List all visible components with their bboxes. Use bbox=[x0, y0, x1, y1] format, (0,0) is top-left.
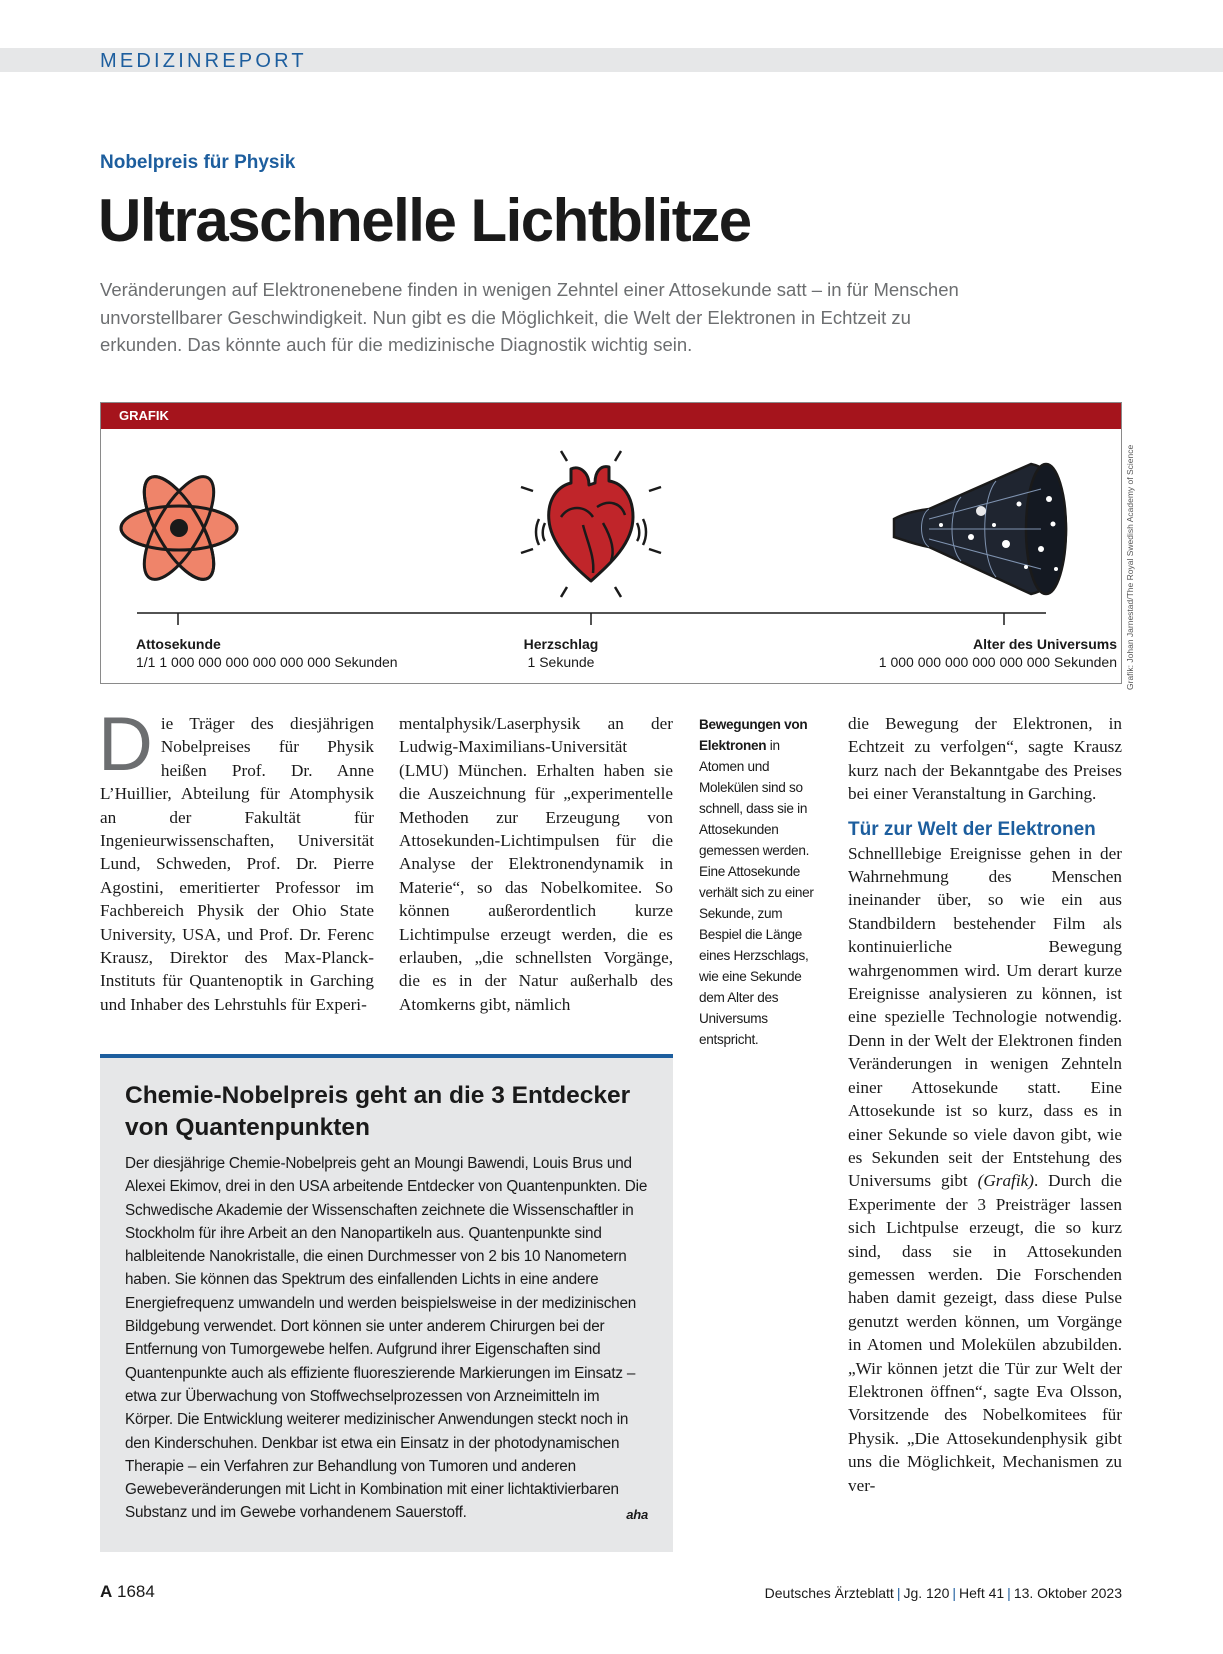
separator: | bbox=[1007, 1585, 1011, 1601]
heart-icon bbox=[521, 451, 661, 597]
margin-note bbox=[699, 714, 827, 1050]
body-column-4 bbox=[848, 712, 1122, 1497]
universe-cone-icon bbox=[894, 464, 1066, 594]
article-lead: Veränderungen auf Elektronenebene finden in wenigen Zehntel einer Attosekunde satt – in für Menschen unvorstellbarer Geschwindigkeit. Nun gibt es die Möglichkeit, die Welt der Elektronen in Echtzeit zu erkunden. Das könnte auch für die medizinische Diagnostik wichtig sein. bbox=[100, 279, 959, 355]
page-number bbox=[100, 1582, 155, 1602]
body-column-2: mentalphysik/Laserphysik an der Ludwig-Maximilians-Universität (LMU) München. Erhalten haben sie die Auszeichnung für „experimentelle Methoden zur Erzeugung von Attosekunden-Lichtimpulsen für die Analyse der Elektronendynamik in Materie“, so das Nobelkomitee. So können außerordentlich kurze Lichtimpulse erzeugt werden, die es erlauben, „die schnellsten Vorgänge, die es in der Natur außerhalb des Atomkerns gibt, nämlich bbox=[399, 714, 673, 1014]
graphic-header: GRAFIK bbox=[101, 403, 1121, 429]
infobox-signature: aha bbox=[626, 1507, 648, 1523]
timescale-graphic bbox=[100, 402, 1122, 684]
body-text-col1: ie Träger des diesjährigen Nobelpreises für Physik heißen Prof. Dr. Anne L’Huillier, Abteilung für Atomphysik an der Fakultät für Ingenieurwissenschaften, Universität Lund, Schweden, Prof. Dr. Pierre Agostini, emeritierter Professor im Fachbereich Physik der Ohio State University, USA, und Prof. Dr. Ferenc Krausz, Direktor des Max-Planck-Instituts für Quantenoptik in Garching und Inhaber des Lehrstuhls für Experi- bbox=[100, 714, 374, 1014]
journal-volume: Jg. 120 bbox=[903, 1585, 950, 1601]
body-paragraph: die Bewegung der Elektronen, in Echtzeit zu verfolgen“, sagte Krausz kurz nach der Bekanntgabe des Preises bei einer Veranstaltung in Garching. bbox=[848, 714, 1122, 804]
journal-info bbox=[765, 1585, 1122, 1601]
body-column-1 bbox=[98, 702, 374, 1016]
page-prefix: A bbox=[100, 1582, 113, 1601]
body-text: . Durch die Experimente der 3 Preisträger lassen sich Lichtpulse erzeugt, die so kurz sind, dass sie in Attosekunden gemessen werden. Die Forschenden haben damit gezeigt, dass diese Pulse genutzt werden können, um Vorgänge in Atomen und Molekülen abzubilden. „Wir können jetzt die Tür zur Welt der Elektronen öffnen“, sagte Eva Olsson, Vorsitzende des Nobelkomitees für Physik. „Die Attosekundenphysik gibt uns die Möglichkeit, Mechanismen zu ver- bbox=[848, 1171, 1123, 1495]
article-kicker: Nobelpreis für Physik bbox=[100, 152, 296, 173]
graphic-label-title: Herzschlag bbox=[523, 636, 599, 652]
infobox-text bbox=[125, 1152, 648, 1525]
page-number-value: 1684 bbox=[117, 1582, 155, 1601]
journal-date: 13. Oktober 2023 bbox=[1013, 1585, 1122, 1601]
infobox-chemistry bbox=[100, 1054, 673, 1552]
graphic-label-value: 1 Sekunde bbox=[527, 654, 595, 670]
figure-reference: (Grafik) bbox=[977, 1171, 1034, 1191]
graphic-label-universe bbox=[879, 635, 1117, 671]
dropcap: D bbox=[98, 702, 153, 787]
infobox-body: Der diesjährige Chemie-Nobelpreis geht an Moungi Bawendi, Louis Brus und Alexei Ekimov, drei in den USA arbeitende Entdecker von Quantenpunkten. Die Schwedische Akademie der Wissenschaften zeichnete die Wissenschaftler in Stockholm für ihre Arbeit an den Nanopartikeln aus. Quantenpunkte sind halbleitende Nanokristalle, die einen Durchmesser von 2 bis 10 Nanometern haben. Sie können das Spektrum des einfallenden Lichts in eine andere Energiefrequenz umwandeln und werden beispielsweise in der medizinischen Bildgebung verwendet. Dort können sie unter anderem Chirurgen bei der Entfernung von Tumorgewebe helfen. Aufgrund ihrer Eigenschaften sind Quantenpunkte auch als effiziente fluoreszierende Markierungen im Einsatz – etwa zur Überwachung von Stoffwechselprozessen von Arzneimitteln im Körper. Die Entwicklung weiterer medizinischer Anwendungen steckt noch in den Kinderschuhen. Denkbar ist etwa ein Einsatz in der photodynamischen Therapie – ein Verfahren zur Behandlung von Tumoren und anderen Gewebeveränderungen mit Licht in Kombination mit einer lichtaktivierbaren Substanz und im Gewebe vorhandenem Sauerstoff. bbox=[125, 1155, 648, 1522]
journal-name: Deutsches Ärzteblatt bbox=[764, 1585, 894, 1601]
section-label: MEDIZINREPORT bbox=[100, 50, 307, 72]
body-text: Schnelllebige Ereignisse gehen in der Wahrnehmung des Menschen ineinander über, so wie ein aus Standbildern bestehender Film als kontinuierliche Bewegung wahrgenommen wird. Um derart kurze Ereignisse analysieren zu können, ist eine spezielle Technologie notwendig. Denn in der Welt der Elektronen finden Veränderungen in wenigen Zehnteln einer Attosekunde statt. Eine Attosekunde ist so kurz, dass es in einer Sekunde so viele davon gibt, wie es Sekunden seit der Entstehung des Universums gibt bbox=[848, 843, 1122, 1191]
separator: | bbox=[952, 1585, 957, 1601]
body-subhead: Tür zur Welt der Elektronen bbox=[848, 818, 1096, 840]
margin-note-text: in Atomen und Molekülen sind so schnell, dass sie in Attosekunden gemessen werden. Eine Attosekunde verhält sich zu einer Sekunde, zum Bespiel die Länge eines Herzschlags, wie eine Sekunde dem Alter des Universums entspricht. bbox=[699, 738, 814, 1047]
journal-issue: Heft 41 bbox=[959, 1585, 1005, 1601]
graphic-credit: Grafik: Johan Jarnestad/The Royal Swedish Academy of Science bbox=[1125, 444, 1135, 690]
graphic-label-title: Alter des Universums bbox=[973, 636, 1117, 652]
graphic-label-title: Attosekunde bbox=[136, 636, 221, 652]
graphic-label-heartbeat bbox=[461, 635, 661, 671]
margin-note-lead: Bewegungen von Elektronen bbox=[699, 717, 808, 753]
graphic-label-value: 1/1 1 000 000 000 000 000 000 Sekunden bbox=[136, 654, 398, 670]
graphic-label-value: 1 000 000 000 000 000 000 Sekunden bbox=[878, 654, 1117, 670]
article-title: Ultraschnelle Lichtblitze bbox=[98, 187, 751, 254]
body-paragraph bbox=[848, 842, 1122, 1497]
atom-icon bbox=[121, 467, 237, 589]
separator: | bbox=[896, 1585, 901, 1601]
infobox-title: Chemie-Nobelpreis geht an die 3 Entdecker von Quantenpunkten bbox=[125, 1082, 631, 1141]
graphic-label-attosecond bbox=[136, 635, 398, 671]
